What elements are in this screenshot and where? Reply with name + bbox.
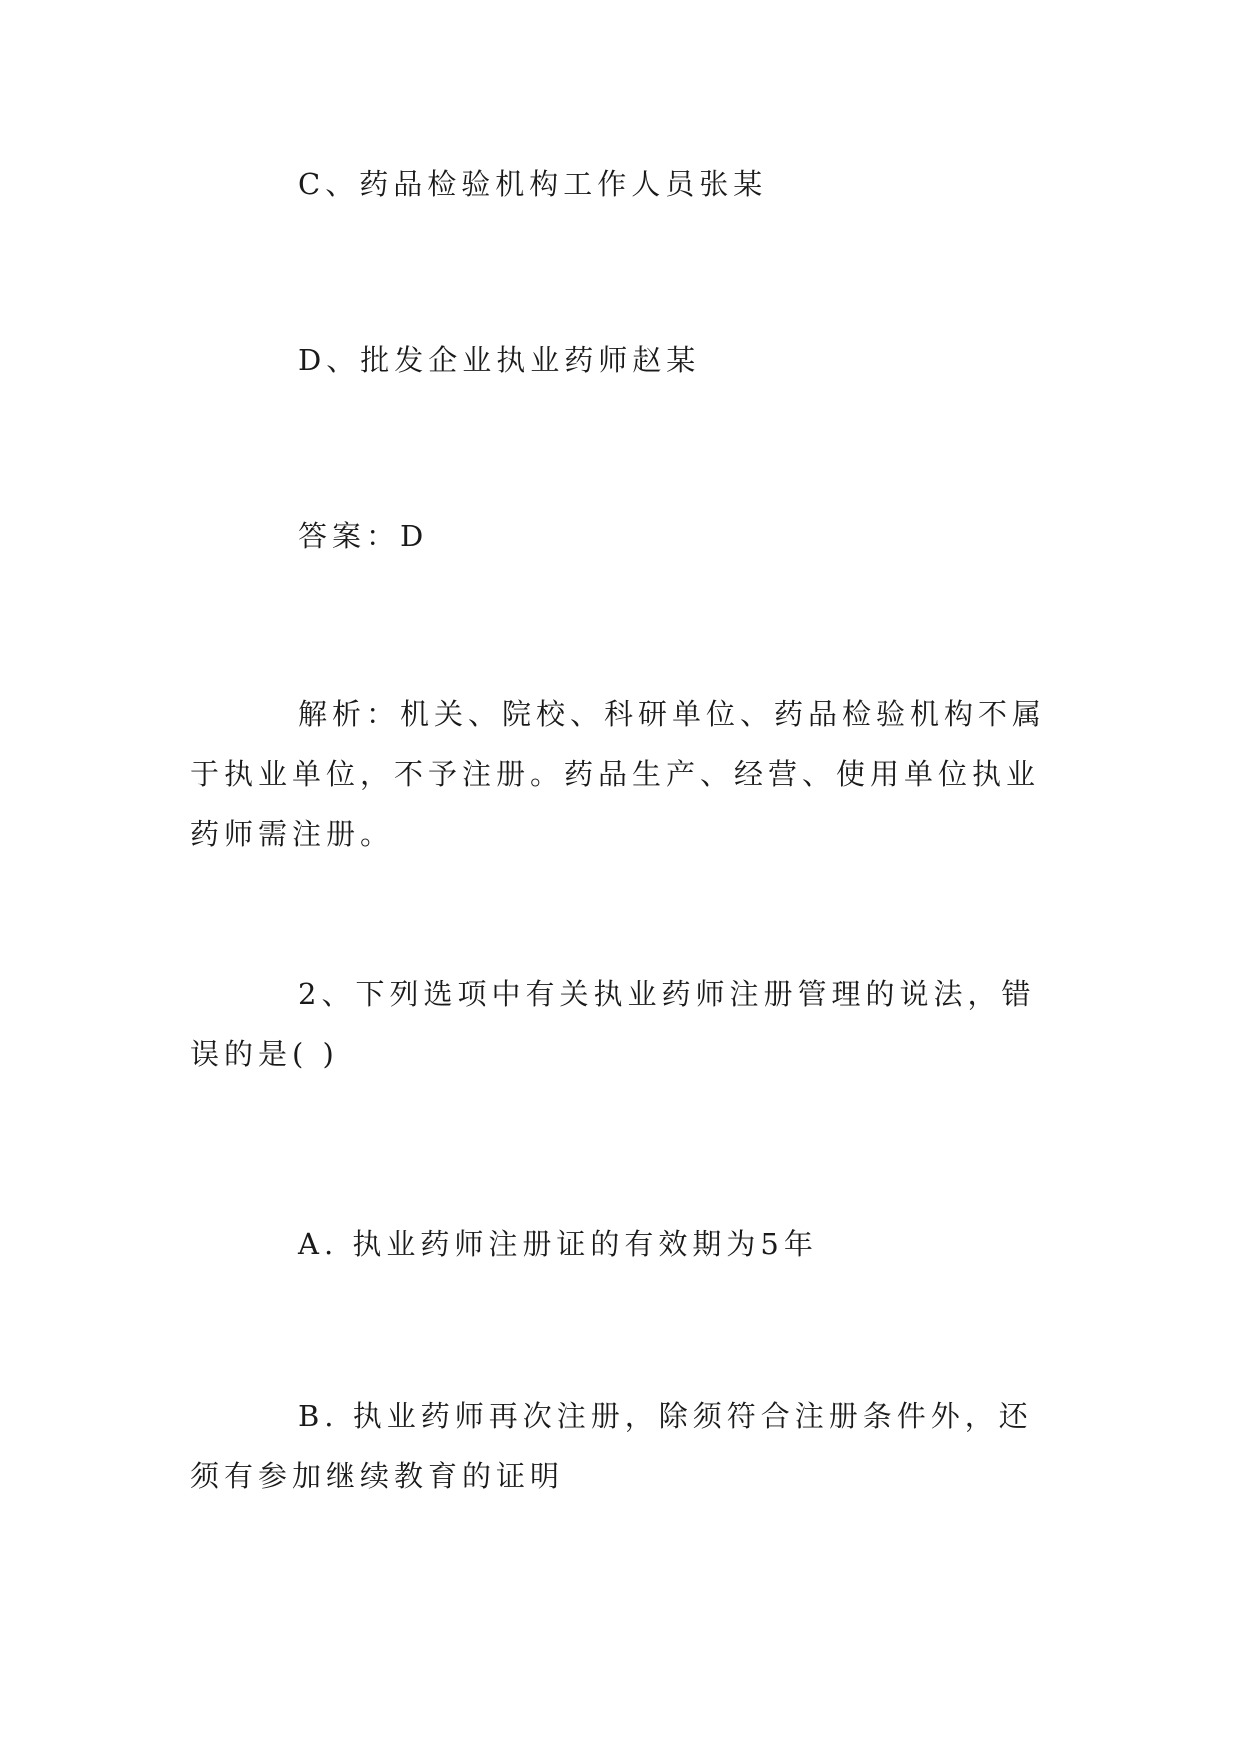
answer-text: 答案：D xyxy=(298,519,429,553)
question-2-option-a-text: A. 执业药师注册证的有效期为5年 xyxy=(298,1227,818,1261)
option-d-text: D、批发企业执业药师赵某 xyxy=(298,343,701,377)
question-2-text: 2、下列选项中有关执业药师注册管理的说法，错误的是( ) xyxy=(190,977,1036,1071)
explanation-text: 解析：机关、院校、科研单位、药品检验机构不属于执业单位，不予注册。药品生产、经营、使用单位执业药师需注册。 xyxy=(190,697,1047,851)
option-c-text: C、药品检验机构工作人员张某 xyxy=(298,167,768,201)
question-2-option-b-text: B. 执业药师再次注册，除须符合注册条件外，还须有参加继续教育的证明 xyxy=(190,1399,1033,1493)
